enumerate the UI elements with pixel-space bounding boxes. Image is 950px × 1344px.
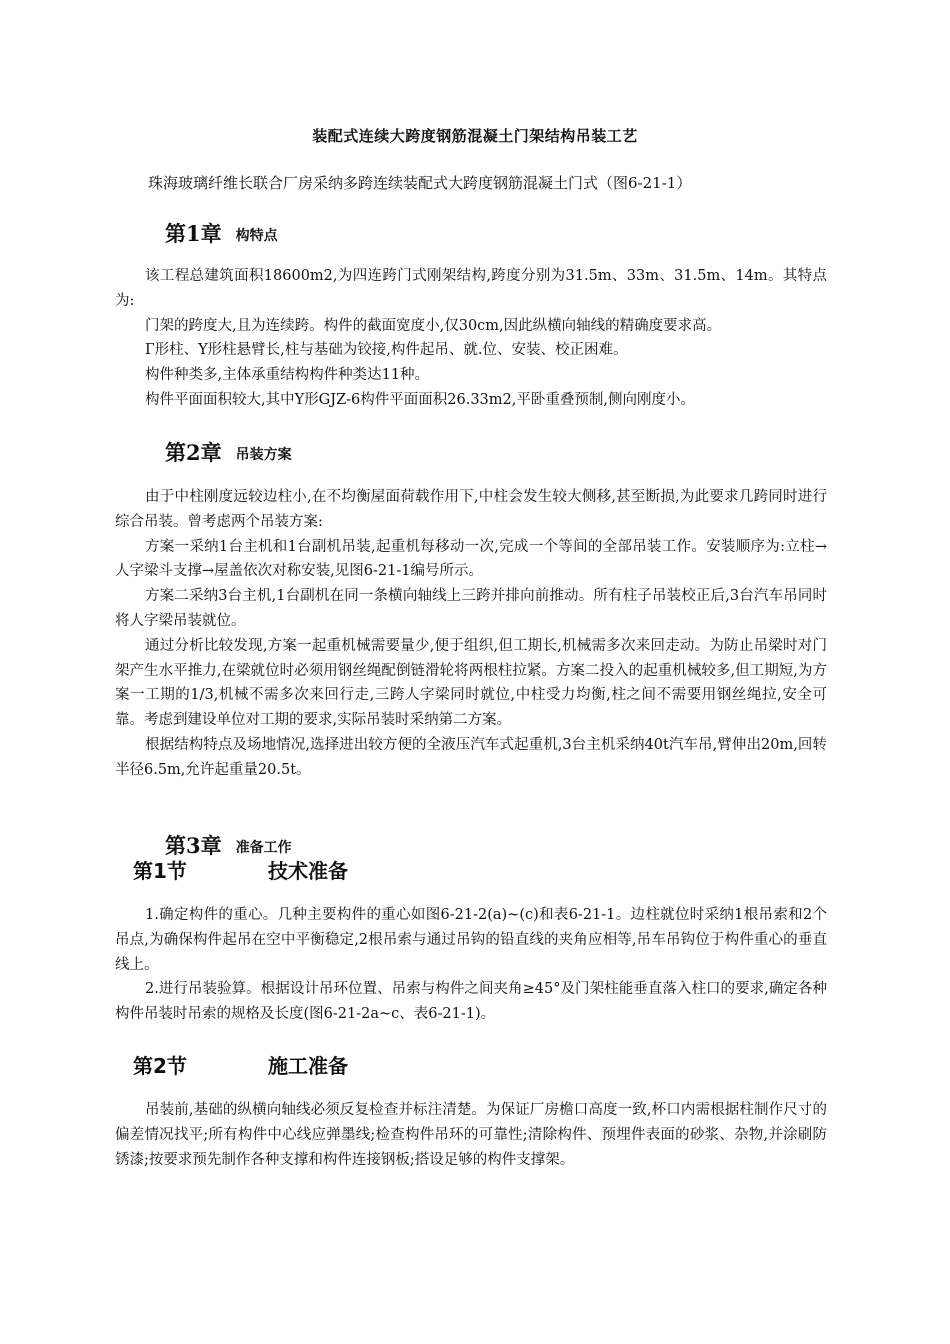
chapter-2-paragraph: 方案二采纳3台主机,1台副机在同一条横向轴线上三跨并排向前推动。所有柱子吊装校正后,3台汽车吊同时将人字梁吊装就位。 [115, 588, 827, 629]
chapter-1-paragraph: Г形柱、Y形柱悬臂长,柱与基础为铰接,构件起吊、就.位、安装、校正困难。 [145, 342, 628, 359]
section-2-heading [133, 1050, 348, 1079]
section-1-heading [133, 855, 348, 884]
chapter-1-number: 第1章 [165, 221, 222, 246]
section-1-paragraph: 2.进行吊装验算。根据设计吊环位置、吊索与构件之间夹角≥45°及门架柱能垂直落入柱口的要求,确定各种构件吊装时吊索的规格及长度(图6-21-2a~c、表6-21-1)。 [115, 981, 827, 1023]
chapter-1-heading [165, 218, 278, 248]
section-2-paragraph: 吊装前,基础的纵横向轴线必须反复检查并标注清楚。为保证厂房檐口高度一致,杯口内需根据柱制作尺寸的偏差情况找平;所有构件中心线应弹墨线;检查构件吊环的可靠性;清除构件、预埋件表面的砂浆、杂物,并涂刷防锈漆;按要求预先制作各种支撑和构件连接钢板;搭设足够的构件支撑架。 [115, 1102, 827, 1168]
chapter-2-paragraph: 通过分析比较发现,方案一起重机械需要量少,便于组织,但工期长,机械需多次来回走动。为防止吊梁时对门架产生水平推力,在梁就位时必须用钢丝绳配倒链滑轮将两根柱拉紧。方案二投入的起重机械较多,但工期短,为方案一工期的1/3,机械不需多次来回行走,三跨人字梁同时就位,中柱受力均衡,柱之间不需要用钢丝绳拉,安全可靠。考虑到建设单位对工期的要求,实际吊装时采纳第二方案。 [115, 637, 827, 729]
section-1-body [115, 903, 827, 1027]
section-2-number: 第2节 [133, 1054, 187, 1078]
chapter-1-paragraph: 该工程总建筑面积18600m2,为四连跨门式刚架结构,跨度分别为31.5m、33m、31.5m、14m。其特点为: [115, 268, 827, 309]
chapter-2-heading [165, 437, 292, 467]
document-title: 装配式连续大跨度钢筋混凝土门架结构吊装工艺 [312, 127, 638, 145]
section-1-paragraph: 1.确定构件的重心。几种主要构件的重心如图6-21-2(a)~(c)和表6-21-1。边柱就位时采纳1根吊索和2个吊点,为确保构件起吊在空中平衡稳定,2根吊索与通过吊钩的铅直线的夹角应相等,吊车吊钩位于构件重心的垂直线上。 [115, 907, 827, 973]
chapter-1-paragraph: 构件平面面积较大,其中Y形GJZ-6构件平面面积26.33m2,平卧重叠预制,侧向刚度小。 [145, 391, 695, 408]
intro-paragraph: 珠海玻璃纤维长联合厂房采纳多跨连续装配式大跨度钢筋混凝土门式（图6-21-1） [148, 174, 692, 192]
chapter-2-title: 吊装方案 [235, 447, 292, 463]
chapter-1-body [115, 264, 827, 413]
chapter-3-title: 准备工作 [235, 840, 292, 856]
chapter-1-paragraph: 门架的跨度大,且为连续跨。构件的截面宽度小,仅30cm,因此纵横向轴线的精确度要求高。 [145, 317, 722, 334]
chapter-2-number: 第2章 [165, 440, 222, 465]
chapter-2-paragraph: 由于中柱刚度远较边柱小,在不均衡屋面荷载作用下,中柱会发生较大侧移,甚至断损,为此要求几跨同时进行综合吊装。曾考虑两个吊装方案: [115, 489, 827, 530]
section-2-body [115, 1098, 827, 1172]
section-1-number: 第1节 [133, 859, 187, 883]
chapter-3-number: 第3章 [165, 833, 222, 858]
chapter-2-paragraph: 方案一采纳1台主机和1台副机吊装,起重机每移动一次,完成一个等间的全部吊装工作。安装顺序为:立柱→人字梁斗支撑→屋盖依次对称安装,见图6-21-1编号所示。 [115, 538, 827, 580]
chapter-1-title: 构特点 [235, 228, 278, 244]
chapter-2-body [115, 485, 827, 783]
section-1-title: 技术准备 [268, 859, 348, 883]
chapter-1-paragraph: 构件种类多,主体承重结构构件种类达11种。 [145, 367, 430, 384]
section-2-title: 施工准备 [268, 1054, 348, 1078]
chapter-2-paragraph: 根据结构特点及场地情况,选择进出较方便的全液压汽车式起重机,3台主机采纳40t汽车吊,臂伸出20m,回转半径6.5m,允许起重量20.5t。 [115, 736, 827, 778]
